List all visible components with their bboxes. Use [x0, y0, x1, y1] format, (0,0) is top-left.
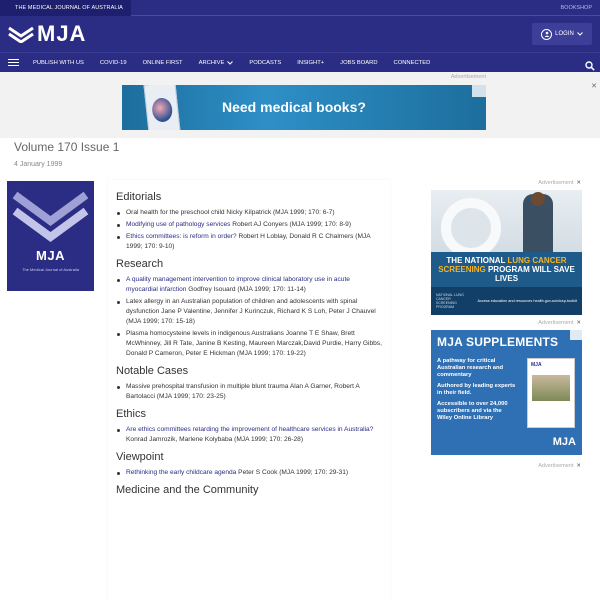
lung-cancer-ad[interactable]	[431, 190, 582, 315]
nav-covid-19[interactable]: COVID-19	[99, 59, 127, 66]
article-meta: Peter S Cook (MJA 1999; 170: 29-31)	[236, 469, 349, 476]
ad-label: Advertisement	[538, 463, 574, 469]
cover-subtitle: The Medical Journal of Australia	[22, 267, 79, 272]
cover-logo: MJA	[36, 248, 65, 263]
list-item	[116, 382, 382, 402]
ad-logo: MJA	[552, 436, 576, 448]
list-item	[116, 297, 382, 327]
menu-icon[interactable]	[8, 59, 19, 67]
article-meta: Latex allergy in an Australian population of children and adolescents with spinal dysfunction Jane P Valentine, Jennifer J Kurinczuk, Richard K S Loh, Peter J Chauvel (MJA 1999; 170: 15-18)	[126, 298, 376, 325]
close-icon[interactable]: ✕	[576, 463, 581, 469]
list-item	[116, 220, 382, 230]
table-of-contents	[108, 180, 390, 600]
article-meta: Godfrey Isouard (MJA 1999; 170: 11-14)	[186, 286, 306, 293]
section-ethics	[116, 408, 382, 445]
ad-footer	[431, 287, 582, 315]
article-meta: Massive prehospital transfusion in multiple blunt trauma Alan A Garner, Robert A Bartolacci (MJA 1999; 170: 23-25)	[126, 383, 360, 400]
mja-supplements-ad[interactable]	[431, 330, 582, 455]
ad-caption	[431, 320, 583, 330]
section-viewpoint	[116, 451, 382, 478]
logo-text: MJA	[37, 21, 87, 46]
login-label: LOGIN	[555, 31, 574, 37]
ad-choices-icon[interactable]	[472, 85, 486, 97]
list-item	[116, 275, 382, 295]
ad-choices-icon[interactable]	[570, 330, 582, 340]
section-editorials	[116, 191, 382, 252]
issue-header	[0, 138, 600, 180]
nav-publish-with-us[interactable]: PUBLISH WITH US	[33, 59, 84, 66]
section-title: Medicine and the Community	[116, 484, 259, 496]
book-cover-image	[143, 85, 180, 130]
ad-photo	[431, 190, 582, 252]
article-link[interactable]: Rethinking the early childcare agenda	[126, 469, 237, 476]
chevron-logo-icon	[8, 25, 34, 43]
nav-archive[interactable]	[199, 60, 234, 66]
section-research	[116, 258, 382, 359]
site-header	[0, 16, 600, 52]
article-meta: Konrad Jamrozik, Marlene Kolybaba (MJA 1999; 170: 26-28)	[126, 436, 304, 443]
sidebar-ads	[431, 180, 583, 473]
nav-archive-label: ARCHIVE	[198, 59, 225, 66]
article-meta: Robert AJ Conyers (MJA 1999; 170: 8-9)	[230, 221, 352, 228]
chevron-down-icon	[227, 61, 233, 65]
section-notable-cases	[116, 365, 382, 402]
chevron-down-icon	[577, 32, 583, 36]
list-item	[116, 468, 382, 478]
cover-chevrons-icon	[7, 187, 94, 257]
mja-logo[interactable]	[8, 21, 86, 47]
article-meta: Robert H Loblay, Donald R C Chalmers (MJA 1999; 170: 9-10)	[126, 233, 371, 250]
ad-caption	[431, 463, 583, 473]
ad-cta: Access education and resources health.gov.au/nlcsp-toolkit	[477, 298, 577, 303]
issue-cover[interactable]	[7, 181, 94, 291]
section-title: Editorials	[116, 191, 162, 203]
bookshop-link[interactable]: BOOKSHOP	[560, 4, 592, 11]
article-link[interactable]: Modifying use of pathology services	[126, 221, 231, 228]
article-link[interactable]: Ethics committees: is reform in order?	[126, 233, 237, 240]
section-title: Research	[116, 258, 164, 270]
books-banner-ad[interactable]	[122, 85, 486, 130]
ad-title: MJA SUPPLEMENTS	[437, 335, 559, 349]
nav-jobs-board[interactable]: JOBS BOARD	[340, 59, 378, 66]
site-label: THE MEDICAL JOURNAL OF AUSTRALIA	[0, 0, 131, 16]
nav-podcasts[interactable]: PODCASTS	[249, 59, 282, 66]
issue-date: 4 January 1999	[14, 161, 63, 168]
article-link[interactable]: A quality management intervention to improve clinical laboratory use in acute myocardial infarction	[126, 276, 350, 293]
page-title: Volume 170 Issue 1	[14, 140, 120, 154]
login-button[interactable]	[532, 23, 592, 45]
list-item	[116, 208, 382, 218]
ad-headline: THE NATIONAL LUNG CANCER SCREENING PROGRAM WILL SAVE LIVES	[431, 252, 582, 287]
main-nav	[0, 52, 600, 72]
program-logo: NATIONAL LUNG CANCER SCREENING PROGRAM	[436, 293, 464, 309]
nav-connected[interactable]: CONNECTED	[393, 59, 431, 66]
banner-text: Need medical books?	[222, 99, 366, 115]
article-meta: Plasma homocysteine levels in indigenous Australians Joanne T E Shaw, Brett McWhinney, Jill R Tate, Janine B Kesting, Maureen Marczak,David Purdie, Harry Gibbs, Donald P Cameron, Peter E Hickman (MJA 1999; 170: 19-22)	[126, 330, 382, 357]
section-title: Ethics	[116, 408, 146, 420]
ad-label: Advertisement	[450, 74, 486, 80]
nav-online-first[interactable]: ONLINE FIRST	[142, 59, 183, 66]
section-title: Notable Cases	[116, 365, 189, 377]
user-icon	[541, 29, 552, 40]
article-link[interactable]: Are ethics committees retarding the improvement of healthcare services in Australia?	[126, 426, 374, 433]
article-meta: Oral health for the preschool child Nicky Kilpatrick (MJA 1999; 170: 6-7)	[126, 209, 335, 216]
close-icon[interactable]: ✕	[576, 320, 581, 326]
ad-label: Advertisement	[538, 320, 574, 326]
close-icon[interactable]: ✕	[576, 180, 581, 186]
top-ad-strip	[0, 72, 600, 138]
ad-caption	[431, 180, 583, 190]
supplement-cover: MJA	[527, 358, 575, 428]
list-item	[116, 329, 382, 359]
list-item	[116, 232, 382, 252]
section-title: Viewpoint	[116, 451, 164, 463]
ad-body: A pathway for critical Australian research and commentary Authored by leading experts in their field. Accessible to over 24,000 subscribers and via the Wiley Online Library	[437, 358, 516, 421]
close-icon[interactable]: ✕	[591, 83, 597, 90]
list-item	[116, 425, 382, 445]
ad-label: Advertisement	[538, 180, 574, 186]
section-medicine-and-community	[116, 484, 382, 496]
top-bar	[0, 0, 600, 16]
nav-insight-plus[interactable]: INSIGHT+	[297, 59, 325, 66]
